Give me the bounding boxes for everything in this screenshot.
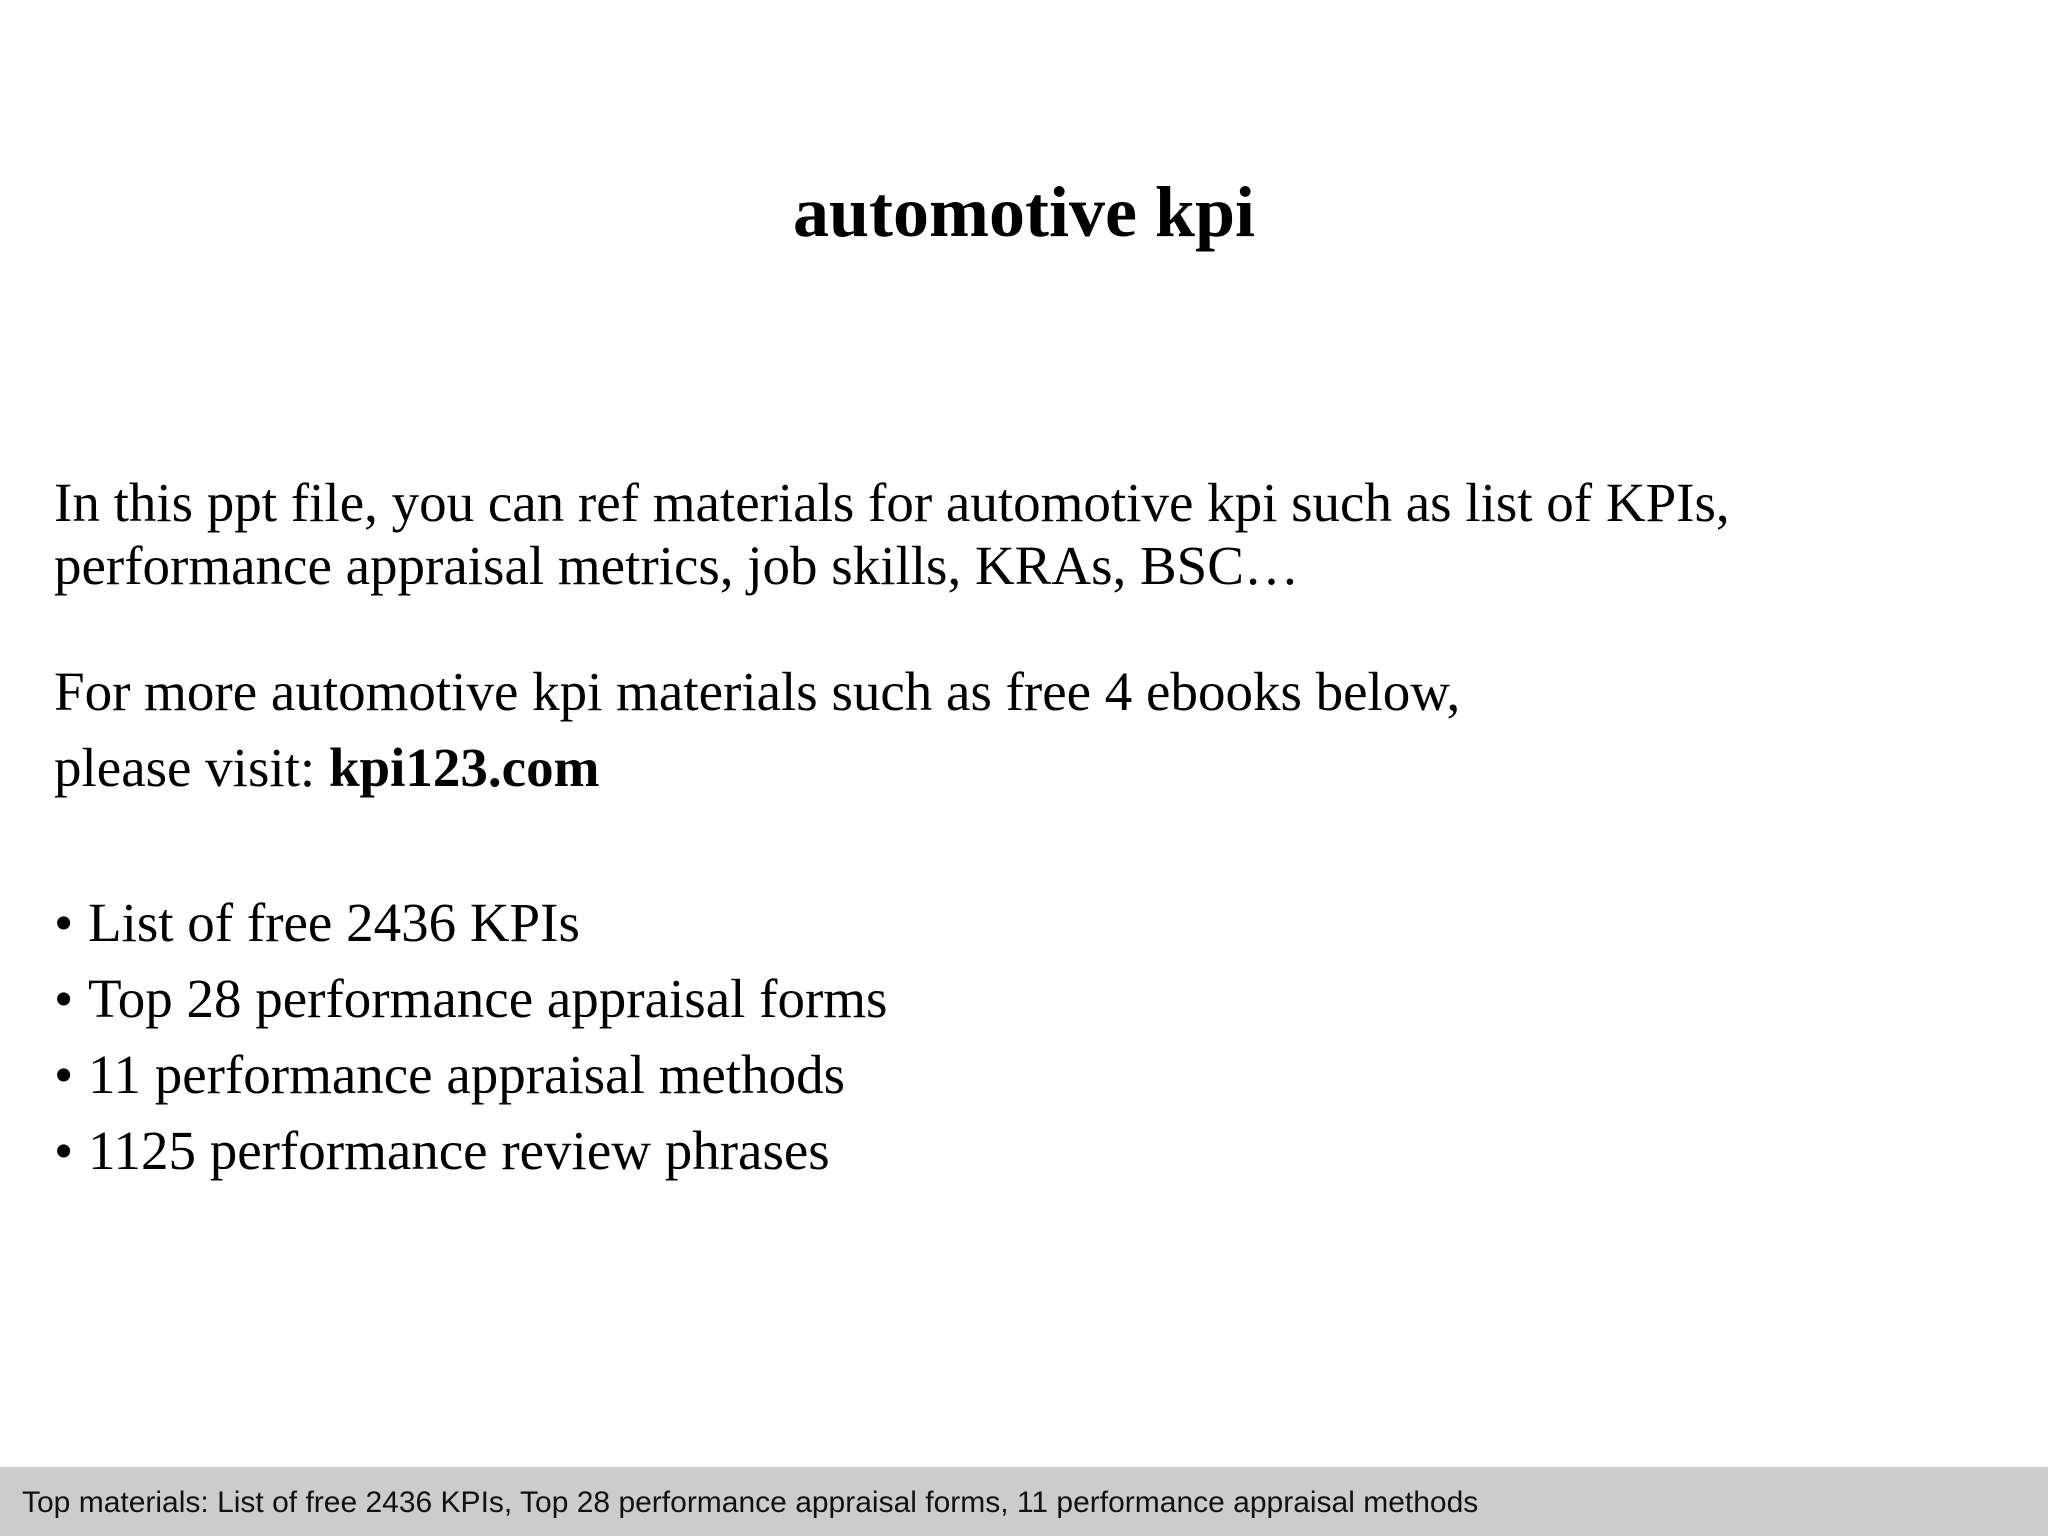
footer-bar [0,1467,2048,1536]
bullet-icon: • [54,1044,74,1105]
list-item [54,961,887,1037]
footer-text: Top materials: List of free 2436 KPIs, Top 28 performance appraisal forms, 11 performance appraisal methods [22,1486,1479,1519]
list-item-label: 11 performance appraisal methods [88,1044,845,1105]
visit-line [54,736,2014,799]
list-item-label: 1125 performance review phrases [88,1120,830,1181]
list-item [54,885,887,961]
list-item [54,1113,887,1189]
bullet-icon: • [54,968,74,1029]
intro-line-1: In this ppt file, you can ref materials for automotive kpi such as list of KPIs, [54,472,1730,533]
more-materials-line: For more automotive kpi materials such as free 4 ebooks below, [54,661,1461,722]
visit-site-link[interactable]: kpi123.com [328,737,600,798]
bullet-icon: • [54,892,74,953]
intro-paragraph [54,471,2014,597]
intro-line-2: performance appraisal metrics, job skills, KRAs, BSC… [54,535,1299,596]
list-item-label: Top 28 performance appraisal forms [88,968,888,1029]
list-item [54,1037,887,1113]
list-item-label: List of free 2436 KPIs [88,892,580,953]
slide-title: automotive kpi [792,172,1256,252]
visit-prefix: please visit: [54,737,329,798]
bullet-icon: • [54,1120,74,1181]
ebook-list [54,885,887,1189]
